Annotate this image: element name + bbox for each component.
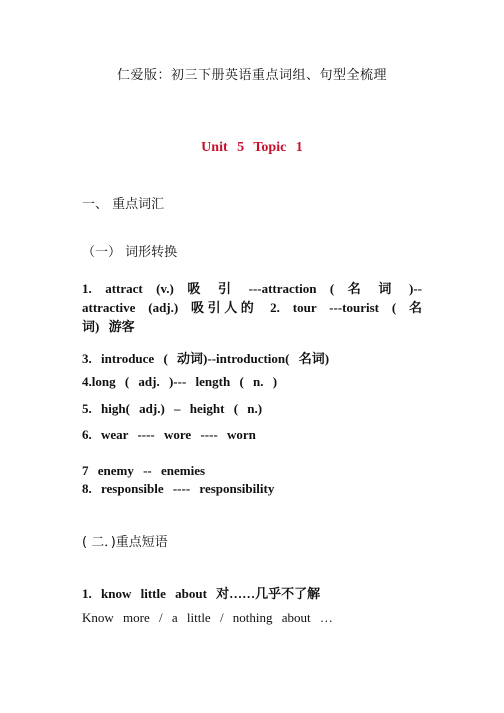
word-form-item-1-line-1: 1. attract (v.) 吸 引 ---attraction ( 名 词 )--: [82, 281, 422, 296]
subsection-heading-phrases: ( 二．)重点短语: [82, 535, 168, 550]
section-heading-vocabulary: 一、 重点词汇: [82, 197, 165, 212]
word-form-item-8: 8. responsible ---- responsibility: [82, 481, 275, 496]
word-form-item-4: 4.long ( adj. )--- length ( n. ): [82, 374, 278, 389]
unit-title: Unit 5 Topic 1: [201, 140, 303, 155]
phrase-item-1: 1. know little about 对……几乎不了解: [82, 586, 321, 601]
word-form-item-7: 7 enemy -- enemies: [82, 463, 206, 478]
word-form-item-5: 5. high( adj.) – height ( n.): [82, 401, 263, 416]
word-form-item-1-line-2: attractive (adj.) 吸引人的 2. tour ---tourist ( 名: [82, 300, 422, 315]
word-form-item-6: 6. wear ---- wore ---- worn: [82, 427, 256, 442]
phrase-item-1-sub: Know more / a little / nothing about …: [82, 610, 333, 625]
document-title: 仁爱版：初三下册英语重点词组、句型全梳理: [116, 68, 387, 83]
word-form-item-3: 3. introduce ( 动词)--introduction( 名词): [82, 351, 330, 366]
word-form-item-1-line-3: 词) 游客: [82, 319, 135, 334]
subsection-heading-word-forms: （一） 词形转换: [82, 245, 178, 260]
